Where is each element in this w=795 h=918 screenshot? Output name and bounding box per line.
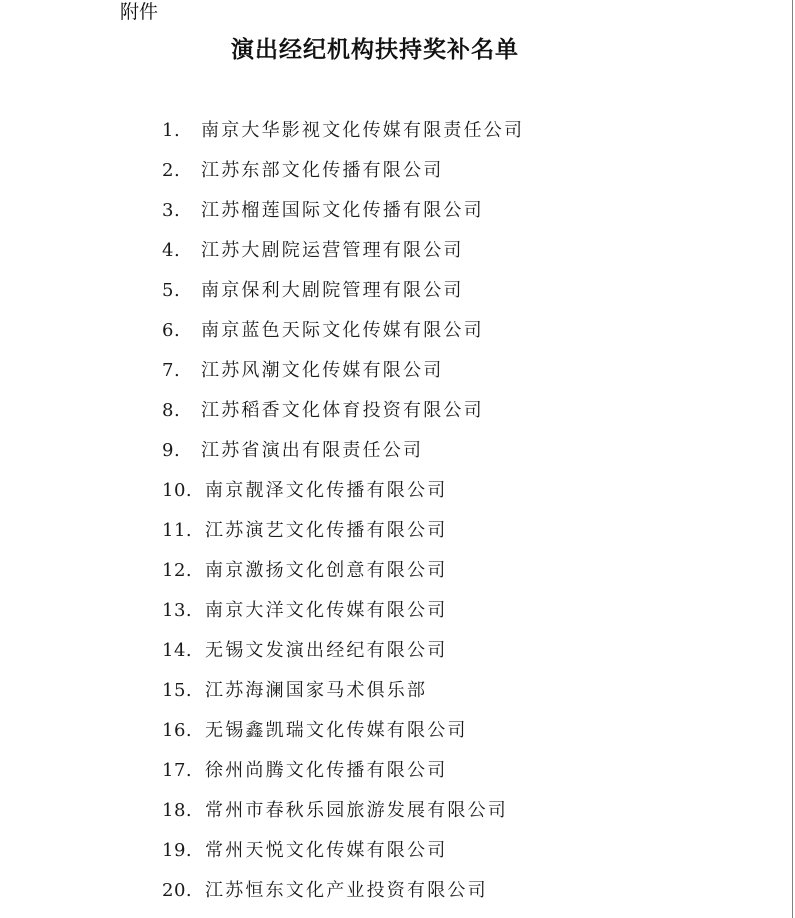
company-name: 江苏演艺文化传播有限公司 [205,520,448,541]
list-item-number: 14. [162,640,193,661]
company-name: 徐州尚腾文化传播有限公司 [205,760,448,781]
company-name: 无锡鑫凯瑞文化传媒有限公司 [205,720,468,741]
company-name: 常州市春秋乐园旅游发展有限公司 [205,800,508,821]
company-name: 无锡文发演出经纪有限公司 [205,640,448,661]
list-item-number: 17. [162,760,193,781]
list-item-number: 3. [162,200,181,221]
list-item-number: 10. [162,480,193,501]
list-item-number: 2. [162,160,181,181]
company-name: 江苏稻香文化体育投资有限公司 [201,400,484,421]
company-name: 南京蓝色天际文化传媒有限公司 [201,320,484,341]
list-item-number: 13. [162,600,193,621]
company-name: 南京大洋文化传媒有限公司 [205,600,448,621]
company-name: 南京保利大剧院管理有限公司 [201,280,464,301]
company-name: 南京靓泽文化传播有限公司 [205,480,448,501]
list-item-number: 11. [162,520,193,541]
company-name: 南京激扬文化创意有限公司 [205,560,448,581]
list-item-number: 4. [162,240,181,261]
company-name: 江苏大剧院运营管理有限公司 [201,240,464,261]
company-name: 江苏恒东文化产业投资有限公司 [205,880,488,901]
list-item-number: 20. [162,880,193,901]
list-item-number: 8. [162,400,181,421]
list-item-number: 12. [162,560,193,581]
company-name: 江苏东部文化传播有限公司 [201,160,444,181]
company-name: 南京大华影视文化传媒有限责任公司 [201,120,525,141]
list-item-number: 7. [162,360,181,381]
company-name: 江苏榴莲国际文化传播有限公司 [201,200,484,221]
document-title: 演出经纪机构扶持奖补名单 [231,37,519,63]
company-name: 江苏省演出有限责任公司 [201,440,424,461]
page-edge-line [792,0,793,918]
list-item-number: 6. [162,320,181,341]
list-item-number: 15. [162,680,193,701]
company-name: 江苏海澜国家马术俱乐部 [205,680,428,701]
list-item-number: 5. [162,280,181,301]
list-item-number: 1. [162,120,181,141]
list-item-number: 19. [162,840,193,861]
company-name: 常州天悦文化传媒有限公司 [205,840,448,861]
list-item-number: 9. [162,440,181,461]
list-item-number: 16. [162,720,193,741]
attachment-label: 附件 [120,1,159,23]
company-name: 江苏风潮文化传媒有限公司 [201,360,444,381]
list-item-number: 18. [162,800,193,821]
